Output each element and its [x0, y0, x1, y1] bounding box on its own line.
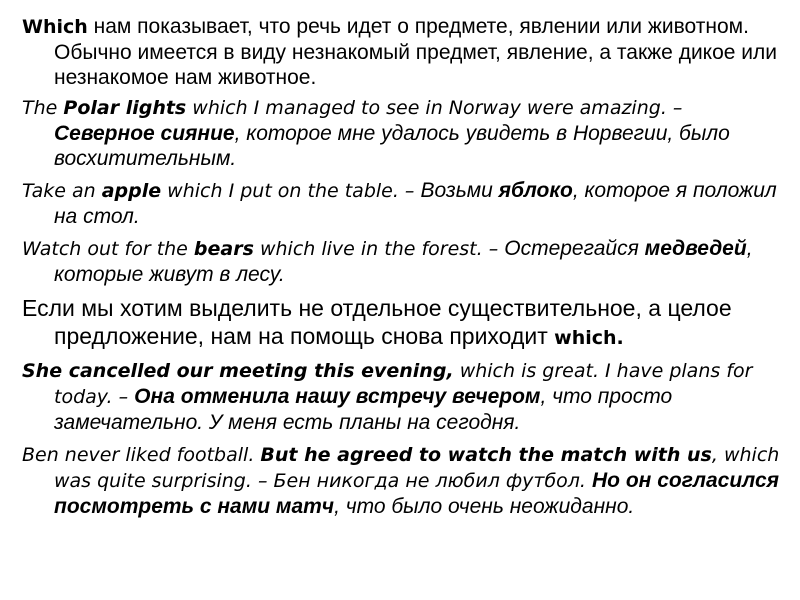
rule-paragraph — [22, 294, 788, 352]
example-apple — [22, 178, 788, 229]
example-bears — [22, 236, 788, 287]
example-polar-lights — [22, 95, 788, 171]
example-ru-post: , что просто замечательно. У меня есть планы на сегодня. — [54, 385, 673, 434]
example-en-mid: , which was quite surprising. – Бен никогда не любил футбол. — [54, 444, 780, 492]
example-en-pre: Take an — [22, 180, 102, 202]
which-term: Which — [22, 16, 88, 38]
example-ru-post: , которое мне удалось увидеть в Норвегии, было восхитительным. — [54, 122, 730, 170]
rule-text: Если мы хотим выделить не отдельное существительное, а целое предложение, нам на помощь снова приходит — [22, 295, 732, 349]
example-cancelled-meeting — [22, 358, 788, 435]
example-ru-post: , которое я положил на стол. — [54, 179, 777, 228]
example-ru-pre: Возьми — [420, 179, 499, 202]
intro-paragraph — [22, 14, 788, 90]
example-en-pre: The — [22, 97, 64, 119]
example-ru-pre: Остерегайся — [504, 237, 645, 260]
example-ru-post: , которые живут в лесу. — [54, 237, 753, 286]
example-ru-key: медведей — [644, 237, 747, 260]
example-ru-bold: Но он согласился посмотреть с нами матч — [54, 469, 779, 518]
example-en-key: bears — [193, 238, 254, 260]
example-en-post: which I put on the table. – — [161, 180, 421, 202]
example-en-key: Polar lights — [63, 97, 187, 119]
example-ru-bold: Она отменила нашу встречу вечером — [134, 385, 541, 408]
example-en-key: apple — [101, 180, 162, 202]
example-ru-key: Северное сияние — [54, 122, 235, 145]
example-en-pre: Watch out for the — [22, 238, 194, 260]
which-term: which. — [554, 327, 624, 349]
example-en-post: which I managed to see in Norway were amazing. – — [186, 97, 683, 119]
example-ru-post: , что было очень неожиданно. — [334, 495, 635, 518]
example-en-pre: Ben never liked football. — [22, 444, 261, 466]
example-en-mid: which is great. I have plans for today. – — [54, 360, 753, 408]
example-football — [22, 442, 788, 519]
example-en-post: which live in the forest. – — [253, 238, 505, 260]
example-en-bold: But he agreed to watch the match with us — [260, 444, 712, 466]
example-ru-key: яблоко — [498, 179, 573, 202]
example-en-bold: She cancelled our meeting this evening, — [22, 360, 454, 382]
intro-text: нам показывает, что речь идет о предмете, явлении или животном. Обычно имеется в виду незнакомый предмет, явление, а также дикое или незнакомое нам животное. — [54, 15, 778, 89]
